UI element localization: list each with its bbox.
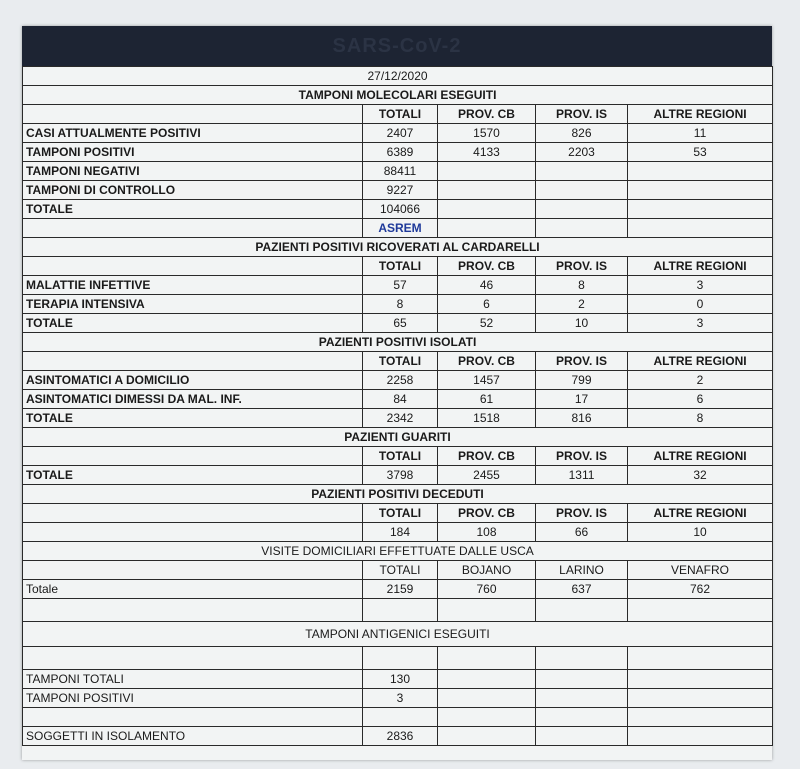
cell-value: 3 [628,314,773,333]
column-header: ALTRE REGIONI [628,105,773,124]
spreadsheet [22,26,772,760]
cell-value: 8 [536,276,628,295]
cell-value [628,200,773,219]
column-header: PROV. CB [438,447,536,466]
column-header: BOJANO [438,561,536,580]
column-header: PROV. CB [438,105,536,124]
empty-cell [23,447,363,466]
column-header: TOTALI [363,561,438,580]
cell-value: 9227 [363,181,438,200]
column-header: TOTALI [363,504,438,523]
row-label: TOTALE [23,314,363,333]
empty-cell [438,219,536,238]
empty-cell [438,599,536,622]
row-label: ASINTOMATICI A DOMICILIO [23,371,363,390]
column-header: TOTALI [363,447,438,466]
cell-value: 6389 [363,143,438,162]
empty-cell [23,219,363,238]
column-header: PROV. IS [536,504,628,523]
column-header: TOTALI [363,105,438,124]
cell-value: 6 [438,295,536,314]
row-label: MALATTIE INFETTIVE [23,276,363,295]
empty-cell [23,352,363,371]
column-header: PROV. CB [438,257,536,276]
cell-value: 6 [628,390,773,409]
cell-value: 32 [628,466,773,485]
cell-value [536,200,628,219]
empty-cell [628,689,773,708]
empty-cell [536,727,628,746]
asrem-label: ASREM [363,219,438,238]
row-label: Totale [23,580,363,599]
row-label: TAMPONI NEGATIVI [23,162,363,181]
empty-cell [628,708,773,727]
row-label: CASI ATTUALMENTE POSITIVI [23,124,363,143]
cell-value: 3798 [363,466,438,485]
cell-value: 826 [536,124,628,143]
cell-value: 2 [536,295,628,314]
cell-value: 2258 [363,371,438,390]
cell-value: 3 [628,276,773,295]
section-heading: PAZIENTI GUARITI [23,428,773,447]
empty-cell [536,708,628,727]
cell-value: 8 [628,409,773,428]
column-header: ALTRE REGIONI [628,447,773,466]
empty-cell [536,219,628,238]
cell-value: 2836 [363,727,438,746]
cell-value: 2159 [363,580,438,599]
column-header: TOTALI [363,257,438,276]
empty-cell [23,561,363,580]
cell-value: 2407 [363,124,438,143]
empty-cell [438,647,536,670]
column-header: ALTRE REGIONI [628,504,773,523]
cell-value: 61 [438,390,536,409]
section-heading: PAZIENTI POSITIVI ISOLATI [23,333,773,352]
report-table [22,66,773,746]
cell-value: 760 [438,580,536,599]
row-label [23,523,363,542]
section-heading: VISITE DOMICILIARI EFFETTUATE DALLE USCA [23,542,773,561]
empty-cell [438,727,536,746]
cell-value: 10 [628,523,773,542]
cell-value: 65 [363,314,438,333]
column-header: TOTALI [363,352,438,371]
row-label: TAMPONI POSITIVI [23,143,363,162]
cell-value: 66 [536,523,628,542]
cell-value [628,162,773,181]
empty-cell [628,647,773,670]
column-header: LARINO [536,561,628,580]
column-header: PROV. IS [536,447,628,466]
cell-value: 1311 [536,466,628,485]
column-header: VENAFRO [628,561,773,580]
empty-cell [536,647,628,670]
row-label: TOTALE [23,409,363,428]
cell-value: 53 [628,143,773,162]
cell-value: 799 [536,371,628,390]
empty-cell [438,708,536,727]
row-label: TERAPIA INTENSIVA [23,295,363,314]
cell-value: 3 [363,689,438,708]
row-label: SOGGETTI IN ISOLAMENTO [23,727,363,746]
cell-value: 11 [628,124,773,143]
row-label: TOTALE [23,466,363,485]
empty-cell [438,670,536,689]
title-bar [22,26,772,66]
row-label: ASINTOMATICI DIMESSI DA MAL. INF. [23,390,363,409]
empty-cell [23,708,363,727]
cell-value: 816 [536,409,628,428]
empty-cell [536,689,628,708]
cell-value: 104066 [363,200,438,219]
cell-value: 8 [363,295,438,314]
empty-cell [363,599,438,622]
cell-value: 130 [363,670,438,689]
empty-cell [23,257,363,276]
cell-value [536,162,628,181]
cell-value [438,162,536,181]
cell-value [628,181,773,200]
empty-cell [363,647,438,670]
cell-value: 2455 [438,466,536,485]
cell-value: 88411 [363,162,438,181]
cell-value: 762 [628,580,773,599]
section-heading: PAZIENTI POSITIVI RICOVERATI AL CARDARELLI [23,238,773,257]
column-header: ALTRE REGIONI [628,352,773,371]
empty-cell [23,504,363,523]
empty-cell [628,219,773,238]
cell-value: 1570 [438,124,536,143]
empty-cell [536,670,628,689]
empty-cell [23,647,363,670]
cell-value [438,181,536,200]
column-header: PROV. IS [536,105,628,124]
section-heading: PAZIENTI POSITIVI DECEDUTI [23,485,773,504]
section-heading: TAMPONI ANTIGENICI ESEGUITI [23,622,773,647]
column-header: PROV. CB [438,352,536,371]
cell-value: 184 [363,523,438,542]
empty-cell [628,670,773,689]
empty-cell [536,599,628,622]
column-header: PROV. IS [536,257,628,276]
section-heading: TAMPONI MOLECOLARI ESEGUITI [23,86,773,105]
cell-value: 1518 [438,409,536,428]
empty-cell [363,708,438,727]
empty-cell [628,727,773,746]
cell-value: 1457 [438,371,536,390]
cell-value: 4133 [438,143,536,162]
column-header: PROV. CB [438,504,536,523]
cell-value [438,200,536,219]
cell-value [536,181,628,200]
cell-value: 2 [628,371,773,390]
cell-value: 46 [438,276,536,295]
cell-value: 108 [438,523,536,542]
cell-value: 52 [438,314,536,333]
cell-value: 0 [628,295,773,314]
column-header: PROV. IS [536,352,628,371]
row-label: TAMPONI TOTALI [23,670,363,689]
cell-value: 2203 [536,143,628,162]
empty-cell [438,689,536,708]
row-label: TOTALE [23,200,363,219]
empty-cell [628,599,773,622]
cell-value: 2342 [363,409,438,428]
sheet-title: SARS-CoV-2 [332,34,462,57]
cell-value: 84 [363,390,438,409]
empty-cell [23,105,363,124]
cell-value: 57 [363,276,438,295]
cell-value: 17 [536,390,628,409]
column-header: ALTRE REGIONI [628,257,773,276]
row-label: TAMPONI POSITIVI [23,689,363,708]
cell-value: 637 [536,580,628,599]
row-label: TAMPONI DI CONTROLLO [23,181,363,200]
cell-value: 10 [536,314,628,333]
report-date: 27/12/2020 [23,67,773,86]
empty-cell [23,599,363,622]
